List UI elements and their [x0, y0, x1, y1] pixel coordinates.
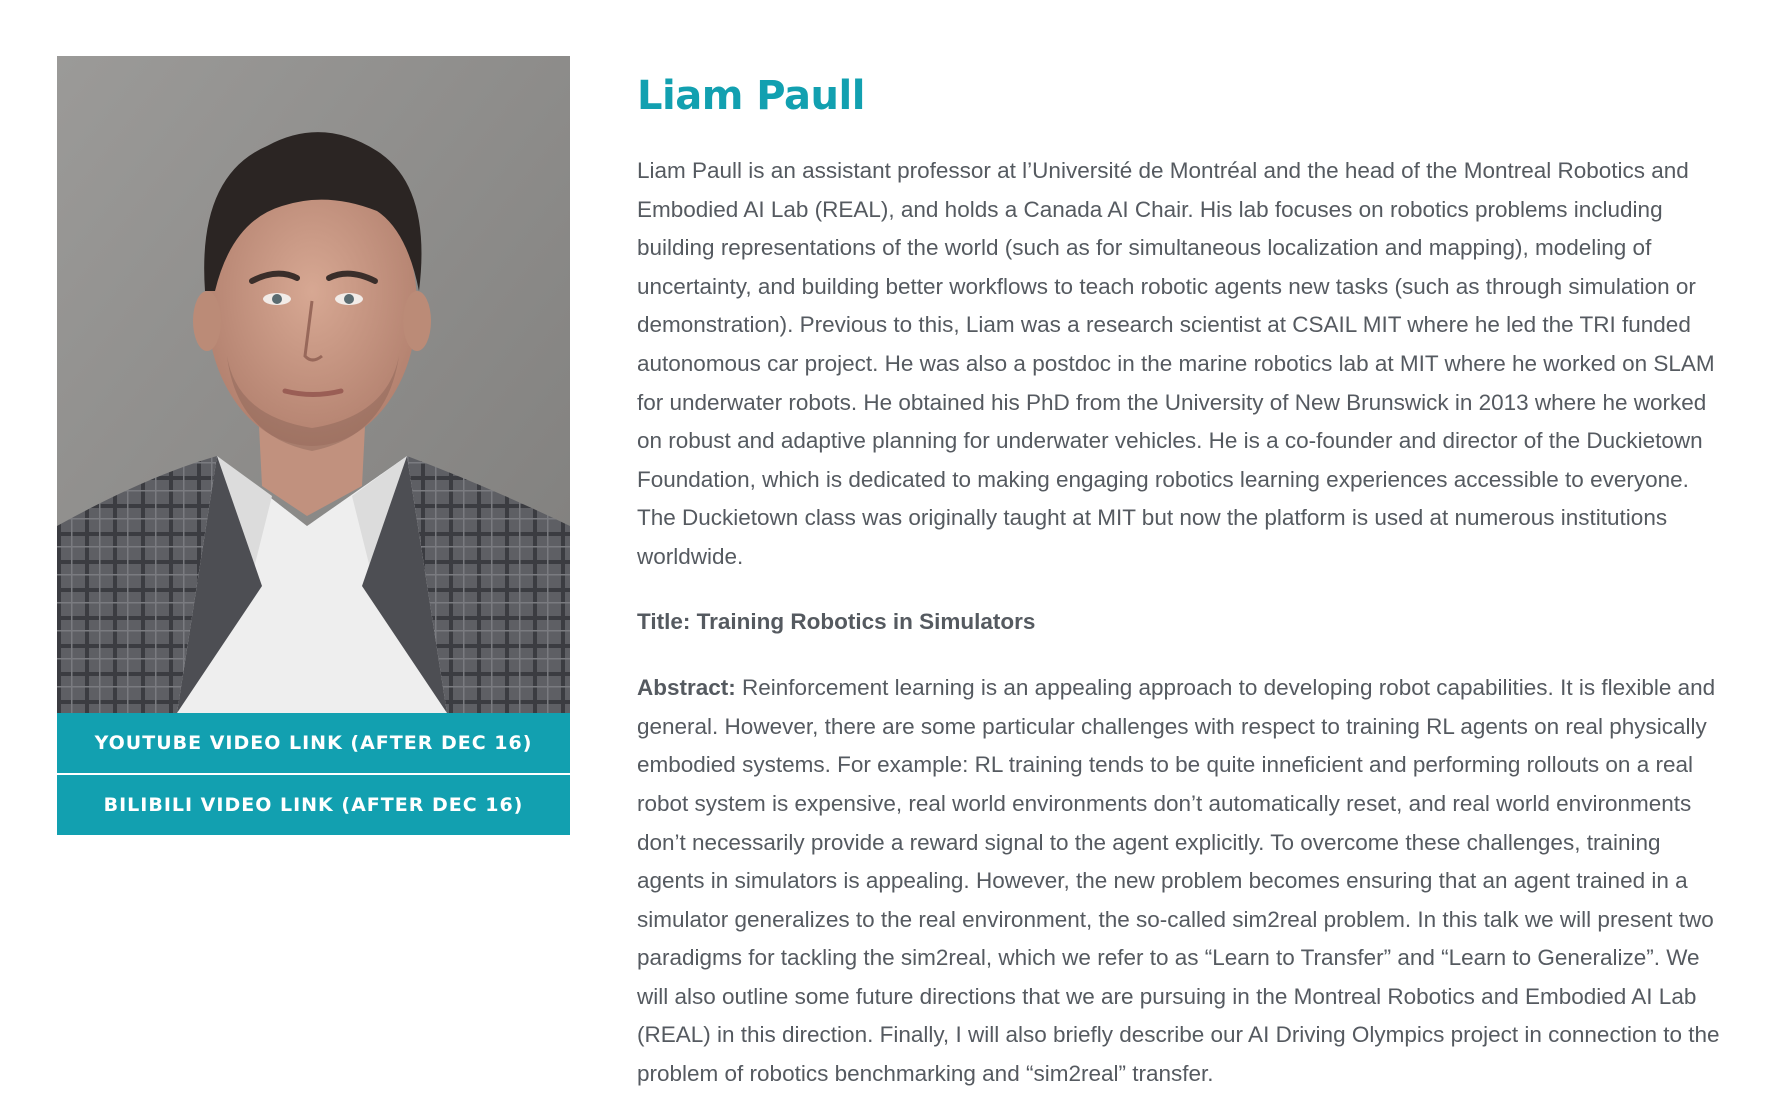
- youtube-video-link-button[interactable]: YOUTUBE VIDEO LINK (AFTER DEC 16): [57, 713, 570, 773]
- bilibili-video-link-button[interactable]: BILIBILI VIDEO LINK (AFTER DEC 16): [57, 775, 570, 835]
- talk-title: Title: Training Robotics in Simulators: [637, 608, 1036, 634]
- abstract-text: Reinforcement learning is an appealing approach to developing robot capabilities. It is flexible and general. However, there are some particular challenges with respect to training RL agents on real physically embodied systems. For example: RL training tends to be quite inneficient and performing rollouts on a real robot system is expensive, real world environments don’t automatically reset, and real world environments don’t necessarily provide a reward signal to the agent explicitly. To overcome these challenges, training agents in simulators is appealing. However, the new problem becomes ensuring that an agent trained in a simulator generalizes to the real environment, the so-called sim2real problem. In this talk we will present two paradigms for tackling the sim2real, which we refer to as “Learn to Transfer” and “Learn to Generalize”. We will also outline some future directions that we are pursuing in the Montreal Robotics and Embodied AI Lab (REAL) in this direction. Finally, I will also briefly describe our AI Driving Olympics project in connection to the problem of robotics benchmarking and “sim2real” transfer.: [637, 675, 1720, 1087]
- talk-abstract: [637, 669, 1727, 1094]
- speaker-name: Liam Paull: [637, 73, 865, 119]
- speaker-bio: Liam Paull is an assistant professor at l’Université de Montréal and the head of the Montreal Robotics and Embodied AI Lab (REAL), and holds a Canada AI Chair. His lab focuses on robotics problems including building representations of the world (such as for simultaneous localization and mapping), modeling of uncertainty, and building better workflows to teach robotic agents new tasks (such as through simulation or demonstration). Previous to this, Liam was a research scientist at CSAIL MIT where he led the TRI funded autonomous car project. He was also a postdoc in the marine robotics lab at MIT where he worked on SLAM for underwater robots. He obtained his PhD from the University of New Brunswick in 2013 where he worked on robust and adaptive planning for underwater vehicles. He is a co-founder and director of the Duckietown Foundation, which is dedicated to making engaging robotics learning experiences accessible to everyone. The Duckietown class was originally taught at MIT but now the platform is used at numerous institutions worldwide.: [637, 158, 1715, 569]
- speaker-details: [637, 56, 1727, 1094]
- speaker-card: [57, 56, 570, 835]
- abstract-label: Abstract:: [637, 675, 736, 701]
- speaker-photo: [57, 56, 570, 713]
